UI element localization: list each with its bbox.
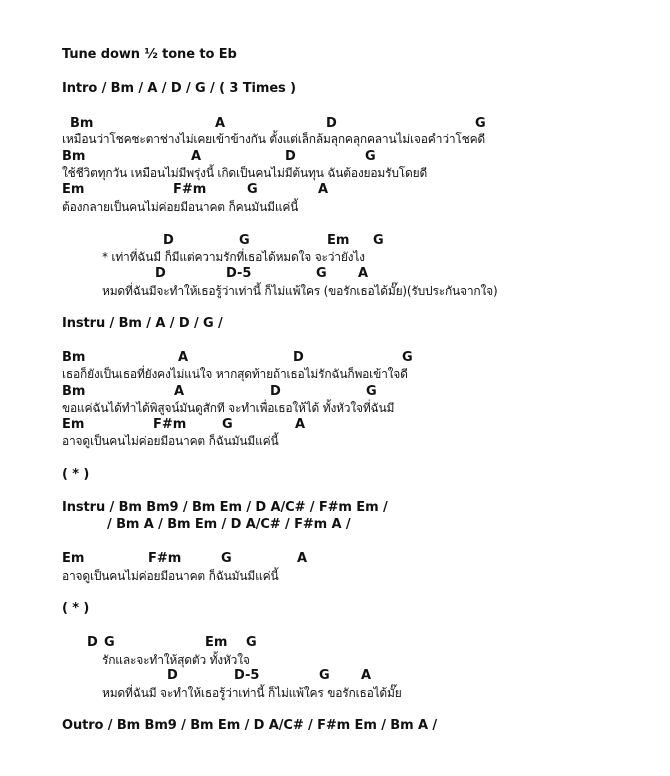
chord-label: G [475,116,486,131]
instru-line: / Bm A / Bm Em / D A/C# / F#m A / [107,517,351,532]
chord-label: Em [62,182,85,197]
chord-label: D [326,116,337,131]
lyric-line: ต้องกลายเป็นคนไม่ค่อยมีอนาคต ก็คนมันมีแค่นี้ [62,200,299,214]
lyric-line: รักและจะทำให้สุดตัว ทั้งหัวใจ [102,653,250,667]
chord-label: D [87,635,98,650]
chord-label: A [174,384,185,399]
chord-label: Em [327,233,350,248]
instru-line: Instru / Bm Bm9 / Bm Em / D A/C# / F#m Em / [62,500,388,515]
chord-label: A [358,266,369,281]
chord-label: Bm [62,149,86,164]
lyric-line: * เท่าที่ฉันมี ก็มีแต่ความรักที่เธอได้หมดใจ จะว่ายังไง [102,250,365,264]
lyric-line: ขอแค่ฉันได้ทำได้พิสูจน์มันดูสักที จะทำเพื่อเธอให้ได้ ทั้งหัวใจที่ฉันมี [62,401,395,415]
chord-label: D [285,149,296,164]
chord-label: Bm [62,384,86,399]
chord-label: A [297,551,308,566]
chord-label: G [319,668,330,683]
chord-label: Em [62,417,85,432]
tuning-note: Tune down ½ tone to Eb [62,47,237,62]
chord-label: G [373,233,384,248]
chord-label: G [402,350,413,365]
chord-label: A [191,149,202,164]
chord-label: G [366,384,377,399]
chord-label: A [215,116,226,131]
chord-label: A [361,668,372,683]
chord-label: D [163,233,174,248]
chord-label: F#m [173,182,207,197]
lyric-line: หมดที่ฉันมี จะทำให้เธอรู้ว่าเท่านี้ ก็ไม่แพ้ใคร ขอรักเธอได้มั๊ย [102,686,402,700]
chord-label: A [178,350,189,365]
chord-label: G [104,635,115,650]
chord-label: D [155,266,166,281]
chord-label: Bm [62,350,86,365]
lyric-line: เธอก็ยังเป็นเธอที่ยังคงไม่แน่ใจ หากสุดท้ายถ้าเธอไม่รักฉันก็พอเข้าใจดี [62,367,408,381]
repeat-chorus-marker: ( * ) [62,467,90,482]
chord-label: G [239,233,250,248]
chord-label: G [247,182,258,197]
chord-label: D [293,350,304,365]
chord-label: D [270,384,281,399]
lyric-line: อาจดูเป็นคนไม่ค่อยมีอนาคต ก็ฉันมันมีแค่นี้ [62,434,279,448]
chord-label: D-5 [234,668,260,683]
chord-label: F#m [153,417,187,432]
chord-label: D [167,668,178,683]
lyric-line: หมดที่ฉันมีจะทำให้เธอรู้ว่าเท่านี้ ก็ไม่แพ้ใคร (ขอรักเธอได้มั๊ย)(รับประกันจากใจ) [102,284,498,298]
chord-label: Bm [70,116,94,131]
outro-line: Outro / Bm Bm9 / Bm Em / D A/C# / F#m Em / Bm A / [62,718,437,733]
lyric-line: เหมือนว่าโชคชะตาช่างไม่เคยเข้าข้างกัน ตั้งแต่เล็กล้มลุกคลุกคลานไม่เจอคำว่าโชคดี [62,132,486,146]
chord-label: A [318,182,329,197]
chord-label: G [365,149,376,164]
chord-label: Em [205,635,228,650]
chord-label: A [295,417,306,432]
chord-label: Em [62,551,85,566]
chord-label: G [221,551,232,566]
chord-label: G [246,635,257,650]
chord-label: D-5 [226,266,252,281]
chord-label: G [222,417,233,432]
instru-line: Instru / Bm / A / D / G / [62,316,223,331]
chord-label: F#m [148,551,182,566]
chord-label: G [316,266,327,281]
lyric-line: ใช้ชีวิตทุกวัน เหมือนไม่มีพรุ่งนี้ เกิดเป็นคนไม่มีต้นทุน ฉันต้องยอมรับโดยดี [62,166,428,180]
lyric-line: อาจดูเป็นคนไม่ค่อยมีอนาคต ก็ฉันมันมีแค่นี้ [62,569,279,583]
repeat-chorus-marker: ( * ) [62,601,90,616]
intro-line: Intro / Bm / A / D / G / ( 3 Times ) [62,81,296,96]
